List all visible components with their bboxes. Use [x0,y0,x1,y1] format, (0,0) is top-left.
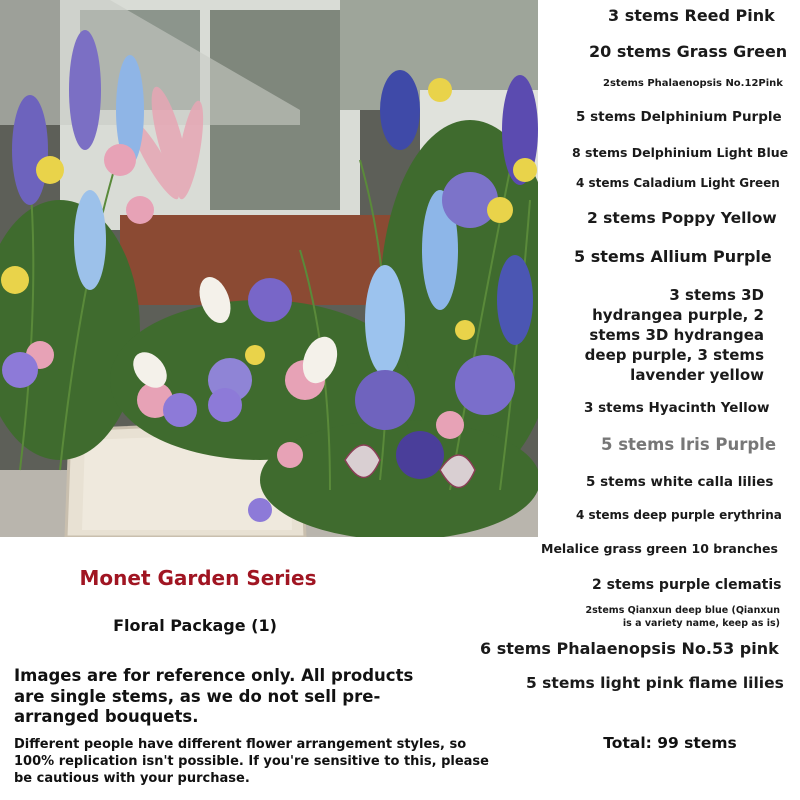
item-allium-purple: 5 stems Allium Purple [574,247,772,266]
item-hyacinth-yellow: 3 stems Hyacinth Yellow [584,400,770,416]
product-photo [0,0,538,537]
item-grass-green: 20 stems Grass Green [589,42,788,61]
total-stems: Total: 99 stems [603,734,737,752]
series-title: Monet Garden Series [79,566,317,590]
item-purple-clematis: 2 stems purple clematis [592,577,782,593]
item-caladium: 4 stems Caladium Light Green [576,176,780,190]
item-melalice-grass: Melalice grass green 10 branches [541,541,778,556]
flower-arrangement-illustration [0,0,538,537]
disclaimer-notice: Different people have different flower arrangement styles, so 100% replication isn't possible. If you're sensitive to this, please be cautious with your purchase. [14,737,489,786]
item-phalaenopsis-12: 2stems Phalaenopsis No.12Pink [603,78,783,89]
package-label: Floral Package (1) [113,616,277,635]
item-calla-lilies: 5 stems white calla lilies [586,474,774,490]
item-delphinium-light-blue: 8 stems Delphinium Light Blue [572,145,789,160]
item-hydrangea-lavender: 3 stems 3D hydrangea purple, 2 stems 3D hydrangea deep purple, 3 stems lavender yellow [584,286,764,384]
item-phalaenopsis-53: 6 stems Phalaenopsis No.53 pink [480,639,779,658]
item-iris-purple: 5 stems Iris Purple [601,435,777,454]
reference-notice: Images are for reference only. All products are single stems, as we do not sell pre-arranged bouquets. [14,666,414,726]
item-qianxun-deep-blue: 2stems Qianxun deep blue (Qianxun is a variety name, keep as is) [585,605,780,629]
item-erythrina: 4 stems deep purple erythrina [576,508,782,522]
item-poppy-yellow: 2 stems Poppy Yellow [587,209,777,227]
item-delphinium-purple: 5 stems Delphinium Purple [576,109,782,125]
item-flame-lilies: 5 stems light pink flame lilies [526,674,784,692]
item-reed-pink: 3 stems Reed Pink [608,6,775,25]
